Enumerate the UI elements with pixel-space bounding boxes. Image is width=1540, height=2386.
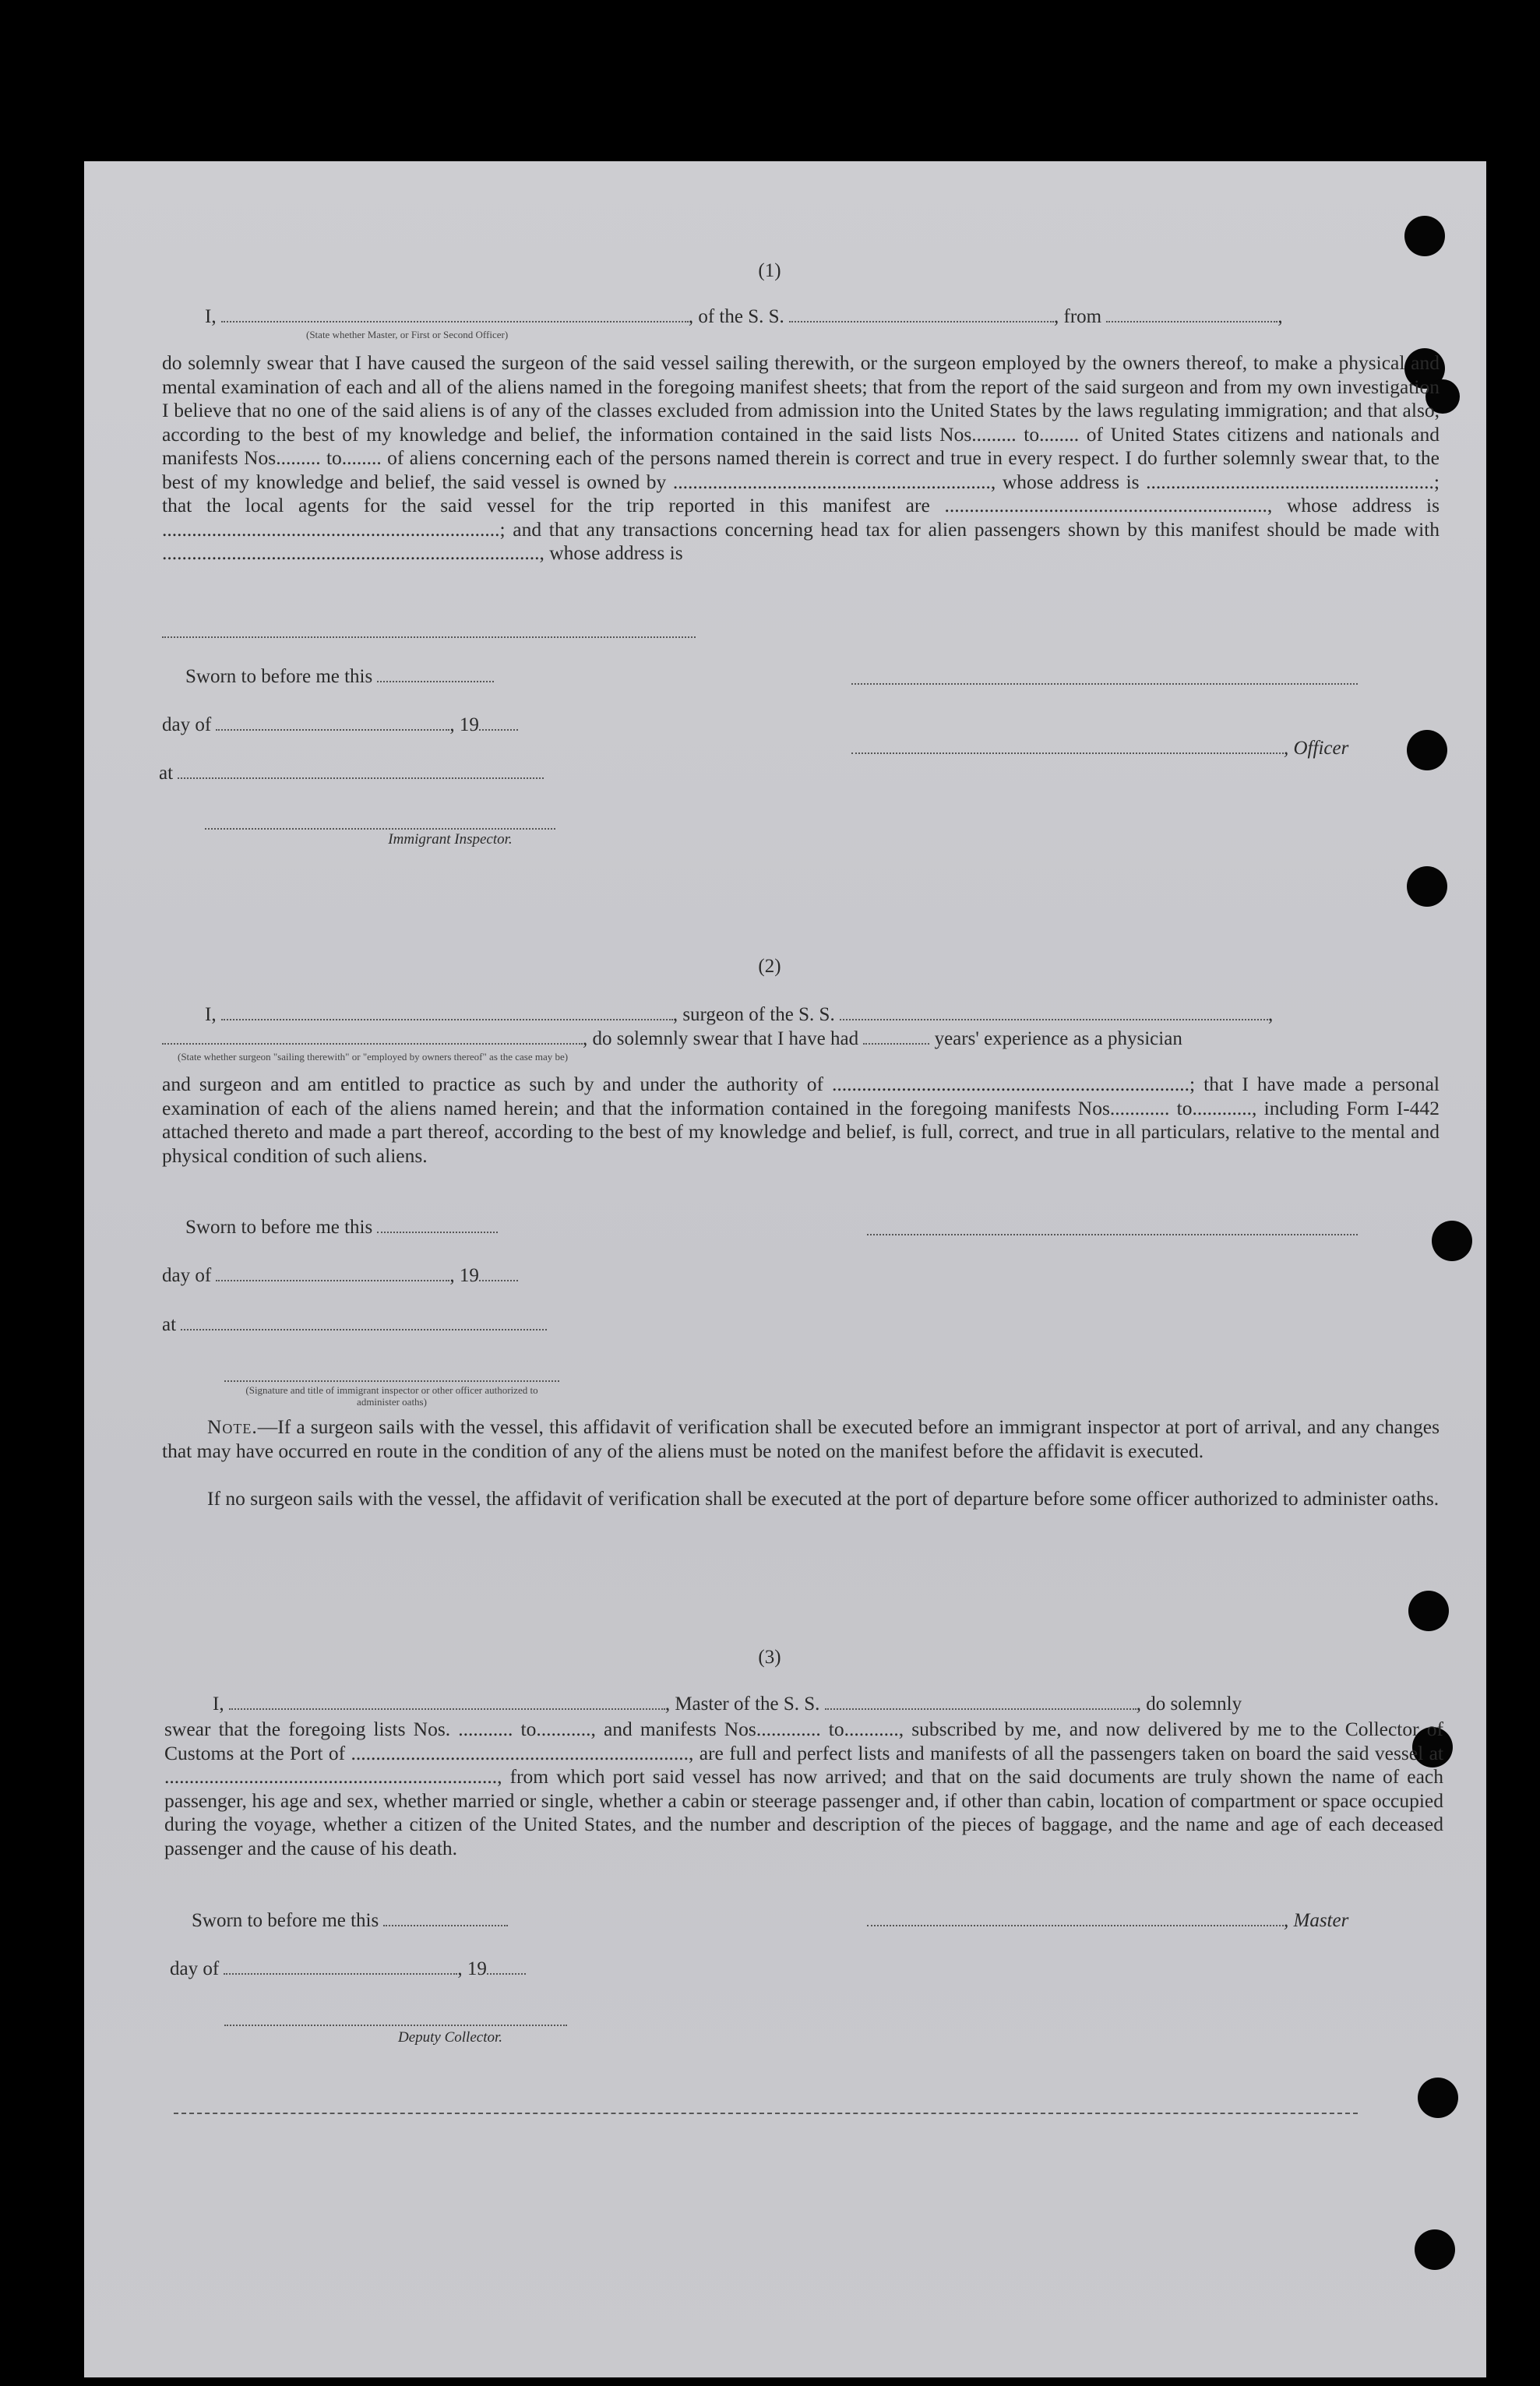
punch-hole <box>1407 730 1447 770</box>
section-2-at-line: at <box>162 1314 547 1336</box>
section-2-second-line: , do solemnly swear that I have had years' experience as a physician <box>162 1028 1182 1050</box>
inspector-signature-line <box>205 828 555 830</box>
section-1-blank-line <box>162 636 696 638</box>
note-label: Note. <box>207 1415 258 1438</box>
punch-hole <box>1408 1591 1449 1631</box>
officer-signature-line-top <box>851 683 1358 685</box>
officer-line: , Officer <box>851 738 1348 760</box>
punch-hole <box>1404 216 1445 256</box>
deputy-collector-line <box>224 2025 567 2026</box>
section-2-paragraph: and surgeon and am entitled to practice as such by and under the authority of ........................................................................; that I have made a personal examination of each of the aliens named herein; and that the information contained in the foregoing manifests Nos............ to............, including Form I-442 attached thereto and made a part thereof, according to the best of my knowledge and belief, is full, correct, and true in all particulars, relative to the mental and physical condition of such aliens. <box>162 1073 1440 1167</box>
punch-hole <box>1418 2078 1458 2118</box>
section-1-day-line: day of , 19 <box>162 714 518 736</box>
section-1-number: (1) <box>758 260 781 281</box>
note-text-1: —If a surgeon sails with the vessel, this affidavit of verification shall be executed before an immigrant inspector at port of arrival, and any changes that may have occurred en route in the condition of any of the aliens must be noted on the manifest before the affidavit is executed. <box>162 1415 1440 1462</box>
section-2-signature-caption: (Signature and title of immigrant inspector or other officer authorized to administer oaths) <box>245 1384 538 1408</box>
section-1-first-line: I, , of the S. S. , from , <box>205 306 1283 327</box>
section-2-number: (2) <box>758 956 781 977</box>
bottom-rule <box>174 2113 1358 2114</box>
section-1-at-line: at <box>159 763 544 784</box>
section-3-first-line: I, , Master of the S. S. , do solemnly <box>213 1693 1242 1715</box>
punch-hole <box>1432 1221 1472 1261</box>
section-2-day-line: day of , 19 <box>162 1265 518 1287</box>
section-2-note-2: If no surgeon sails with the vessel, the affidavit of verification shall be executed at the port of departure before some officer authorized to administer oaths. <box>207 1487 1440 1510</box>
section-2-sworn-line: Sworn to before me this <box>185 1217 498 1239</box>
deputy-collector-label: Deputy Collector. <box>397 2029 503 2046</box>
section-3-paragraph: swear that the foregoing lists Nos. ........... to..........., and manifests Nos............. to..........., subscribed by me, and now delivered by me to the Collector of Customs at the Port of ...................................................................., are full and perfect lists and manifests of all the passengers taken on board the said vessel at ..................................................................., from which port said vessel has now arrived; and that on the said documents are truly shown the name of each passenger, his age and sex, whether married or single, whether a cabin or steerage passenger and, if other than cabin, location of compartment or space occupied during the voyage, whether a citizen of the United States, and the number and description of the pieces of baggage, and the name and age of each deceased passenger and the cause of his death. <box>164 1718 1443 1859</box>
punch-hole <box>1407 866 1447 907</box>
form-sheet <box>84 161 1486 2377</box>
section-2-inspector-line <box>224 1380 559 1382</box>
section-2-caption: (State whether surgeon "sailing therewith" or "employed by owners thereof" as the case may be) <box>178 1051 569 1063</box>
section-3-day-line: day of , 19 <box>170 1958 526 1980</box>
immigrant-inspector-label: Immigrant Inspector. <box>388 831 513 848</box>
section-3-sworn-line: Sworn to before me this <box>192 1910 508 1932</box>
section-2-signature-line <box>867 1234 1358 1235</box>
section-2-note <box>162 1415 1440 1463</box>
section-3-number: (3) <box>758 1647 781 1668</box>
punch-hole <box>1415 2229 1455 2270</box>
section-1-sworn-line: Sworn to before me this <box>185 666 494 688</box>
section-2-first-line: I, , surgeon of the S. S. , <box>205 1004 1274 1025</box>
master-line: , Master <box>867 1910 1348 1932</box>
section-1-caption: (State whether Master, or First or Second Officer) <box>306 329 509 340</box>
section-1-paragraph: do solemnly swear that I have caused the surgeon of the said vessel sailing therewith, or the surgeon employed by the owners thereof, to make a physical and mental examination of each and all of the aliens named in the foregoing manifest sheets; that from the report of the said surgeon and from my own investigation I believe that no one of the said aliens is of any of the classes excluded from admission into the United States by the laws regulating immigration; and that also, according to the best of my knowledge and belief, the information contained in the said lists Nos......... to........ of United States citizens and nationals and manifests Nos......... to........ of aliens concerning each of the persons named therein is correct and true in every respect. I do further solemnly swear that, to the best of my knowledge and belief, the said vessel is owned by ................................................................, whose address is ..........................................................; that the local agents for the said vessel for the trip reported in this manifest are ................................................................., whose address is ....................................................................; and that any transactions concerning head tax for alien passengers shown by this manifest should be made with ............................................................................, whose address is <box>162 351 1440 564</box>
